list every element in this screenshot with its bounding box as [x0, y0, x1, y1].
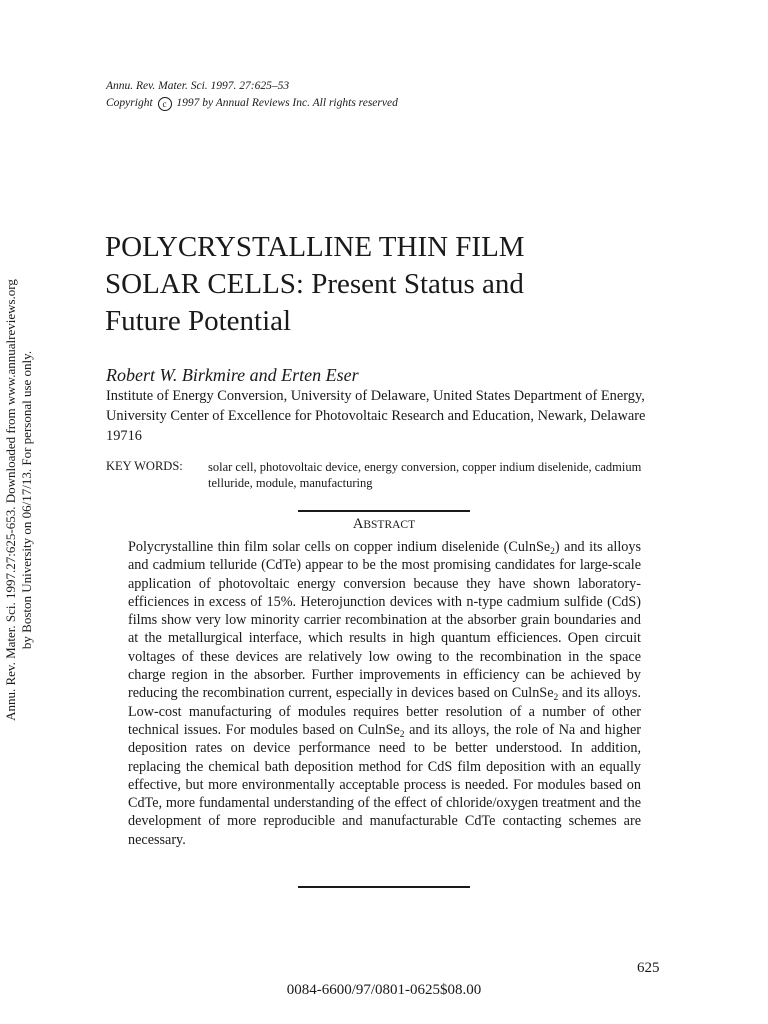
abstract-top-rule [298, 510, 470, 512]
journal-header [106, 78, 398, 112]
abstract-text-part: and its alloys, the role of Na and higher deposition rates on device performance need to be better understood. In addition, replacing the chemical bath deposition method for CdS film deposition with an equally effective, but more environmentally acceptable process is needed. For modules based on CdTe, more fundamental understanding of the effect of chloride/oxygen treatment and the development of more reproducible and manufacturable CdTe contacting schemes are necessary. [128, 721, 641, 848]
title-line-1: POLYCRYSTALLINE THIN FILM [105, 231, 525, 263]
title-line-2: SOLAR CELLS: Present Status and [105, 268, 524, 300]
copyright-text: 1997 by Annual Reviews Inc. All rights reserved [176, 97, 398, 109]
affiliation: Institute of Energy Conversion, University of Delaware, United States Department of Energy, University Center of Excellence for Photovoltaic Research and Education, Newark, Delaware 19716 [106, 388, 646, 444]
abstract-heading-rest: BSTRACT [363, 519, 416, 531]
copyright-icon: c [158, 97, 172, 111]
keywords-label: KEY WORDS: [106, 459, 183, 473]
abstract-text-part: ) and its alloys and cadmium telluride (CdTe) appear to be the most promising candidates for large-scale application of photovoltaic energy conversion because they have shown laboratory-efficiences in excess of 15%. Heterojunction devices with n-type cadmium sulfide (CdS) films show very low minority carrier recombination at the absorber grain boundaries and at the metallurgical interface, which results in high quantum efficiences. Open circuit voltages of these devices are relatively low owing to the recombination in the space charge region in the absorber. Further improvements in efficiency can be achieved by reducing the recombination current, especially in devices based on CulnSe [128, 539, 641, 702]
abstract-heading [298, 516, 470, 533]
journal-citation: Annu. Rev. Mater. Sci. 1997. 27:625–53 [106, 80, 290, 92]
watermark-line-1: Annu. Rev. Mater. Sci. 1997.27:625-653. Downloaded from www.annualreviews.org [3, 279, 18, 721]
watermark-line-2: by Boston University on 06/17/13. For personal use only. [19, 350, 34, 650]
abstract-heading-initial: A [352, 516, 364, 532]
subscript: 2 [553, 693, 559, 704]
abstract-bottom-rule [298, 886, 470, 888]
footer-code: 0084-6600/97/0801-0625$08.00 [286, 982, 482, 998]
copyright-prefix: Copyright [106, 97, 153, 109]
keywords-text: solar cell, photovoltaic device, energy conversion, copper indium diselenide, cadmium telluride, module, manufacturing [208, 460, 642, 490]
abstract-text-part: and its alloys. Low-cost manufacturing of modules requires better resolution of a number of other technical issues. For modules based on CulnSe [128, 685, 642, 738]
copyright-line [106, 95, 398, 112]
subscript: 2 [550, 547, 555, 557]
authors: Robert W. Birkmire and Erten Eser [106, 365, 359, 385]
subscript: 2 [399, 729, 405, 740]
page-number: 625 [637, 960, 660, 976]
abstract-text-part: Polycrystalline thin film solar cells on copper indium diselenide (CulnSe [128, 539, 551, 555]
article-title [105, 229, 665, 340]
title-line-3: Future Potential [105, 305, 292, 337]
download-watermark [3, 260, 35, 740]
abstract-body [128, 538, 641, 849]
